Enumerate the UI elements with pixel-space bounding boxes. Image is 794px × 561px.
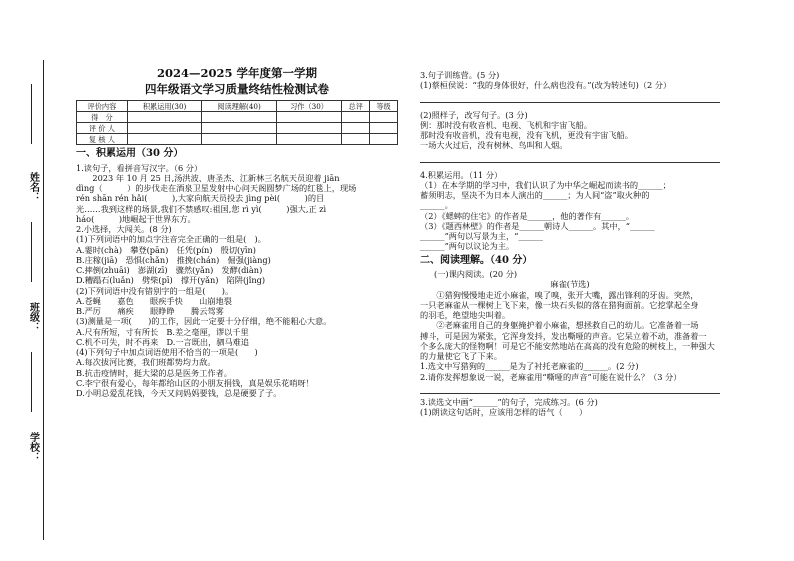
section-1-body	[76, 163, 398, 399]
question-line: ______”两句以写景为主，“______	[420, 231, 543, 241]
score-cell[interactable]	[342, 112, 370, 123]
question-line: （1）在本学期的学习中，我们认识了为中华之崛起而读书的______；	[420, 179, 671, 190]
school-label: 学校：	[27, 432, 39, 462]
question-line: 2023 年 10 月 25 日,汤洪波、唐圣杰、江新林三名航天员迎着 jiān	[76, 172, 340, 183]
question-line: rén shān rén hǎi( ),大家向航天员投去 jìng pèi( )的目	[76, 193, 325, 204]
question-line: C.摔倒(zhuāi) 澎湖(zī) 骤然(yǎn) 发酵(diàn)	[76, 265, 263, 276]
exam-title: 四年级语文学习质量终结性检测试卷	[145, 81, 329, 96]
question-line: 2.小选择，大闯关。(8 分)	[76, 224, 172, 235]
question-line: 一场大火过后，没有树林、鸟叫和人烟。	[420, 140, 568, 151]
passage-line: 搏斗，可是因为紧张，它浑身发抖，发出嘶哑的声音。它呆立着不动，准备着一	[420, 330, 707, 341]
section-1-heading: 一、积累运用（30 分）	[76, 148, 184, 160]
row-label: 得 分	[77, 112, 128, 123]
score-table-row	[77, 112, 398, 123]
score-table-row	[77, 134, 398, 145]
header-cell: 习作（30）	[276, 101, 341, 112]
score-table	[76, 100, 398, 145]
question-line: A.每次拔河比赛，我们班都势均力敌。	[76, 357, 216, 368]
exam-title-year: 2024—2025 学年度第一学期	[156, 66, 318, 80]
question-line: 1.选文中写猎狗的______是为了衬托老麻雀的______。(2 分)	[420, 361, 639, 372]
score-cell[interactable]	[370, 134, 398, 145]
score-cell[interactable]	[370, 112, 398, 123]
score-cell[interactable]	[127, 123, 201, 134]
score-cell[interactable]	[276, 134, 341, 145]
score-cell[interactable]	[276, 112, 341, 123]
question-line: (3)测量是一项( )的工作，因此一定要十分仔细，绝不能粗心大意。	[76, 316, 332, 327]
question-line: B.严厉 痛疾 眼睁睁 腾云驾雾	[76, 306, 224, 317]
question-line: A.苍蝇 嘉色 眼疾手快 山崩地裂	[76, 295, 232, 306]
passage-line: 的力量使它飞了下来。	[420, 351, 502, 361]
question-line: B.庄稼(jiā) 恐惧(chǎn) 推挽(chán) 倔强(jiàng)	[76, 254, 271, 265]
question-line: D.小明总爱乱花钱，今天又问妈妈要钱，总是硬要了子。	[76, 388, 282, 399]
q3-block	[420, 70, 720, 91]
question-line: (4)下列句子中加点词语使用不恰当的一项是( )	[76, 347, 258, 358]
passage-line: 个多么庞大的怪物啊！可是它不能安然地站在高高的没有危险的树枝上，一种强大	[420, 340, 715, 351]
question-line: 2.请你发挥想象说一说，老麻雀用“嘶哑的声音”可能在说什么？（3 分）	[420, 371, 682, 382]
class-label: 班级：	[27, 302, 39, 332]
question-line: 例：那时没有收音机、电视、飞机和宇宙飞船。	[420, 119, 592, 130]
question-line: (2)照样子，改写句子。(3 分)	[420, 109, 528, 120]
passage-line: ②老麻雀用自己的身躯掩护着小麻雀，想拯救自己的幼儿。它准备着一场	[420, 320, 699, 331]
header-cell: 等级	[370, 101, 398, 112]
score-cell[interactable]	[202, 112, 276, 123]
question-line: ______”两句以议论为主。	[420, 241, 515, 252]
question-line: C.机不可失，时不再来 D.一言既出，驷马难追	[76, 336, 250, 347]
question-line: （3）《题西林壁》的作者是______朝诗人______。其中，“______	[420, 220, 655, 231]
question-line: (1)下列词语中的加点字注音完全正确的一组是( )。	[76, 234, 266, 245]
question-line: D.糟蹋石(luǎn) 劈柴(pī) 撑开(yǎn) 陷阱(jǐng)	[76, 275, 266, 286]
question-line: 3.句子训练营。(5 分)	[420, 70, 500, 80]
header-cell: 积累运用(30)	[127, 101, 201, 112]
score-cell[interactable]	[342, 123, 370, 134]
question-line: (2)下列词语中没有错别字的一组是( )。	[76, 285, 234, 296]
question-line: 3.读选文中画“______”的句子，完成练习。(6 分)	[420, 396, 598, 407]
question-line: 蓄须明志，坚决不为日本人演出的______；为人间“盗”取火种的	[420, 190, 650, 200]
question-line: A.尺有所短，寸有所长 B.差之毫厘，谬以千里	[76, 326, 249, 337]
question-line: háo( )地崛起于世界东方。	[76, 213, 196, 224]
right-column	[420, 70, 720, 417]
question-line: （2）《蟋蟀的住宅》的作者是______，他的著作有______。	[420, 210, 634, 221]
passage-line: ①猎狗慢慢地走近小麻雀，嗅了嗅，张开大嘴，露出锋利的牙齿。突然，	[420, 289, 699, 300]
question-line: 1.读句子，看拼音写汉字。（6 分）	[76, 162, 203, 173]
passage-line: 一只老麻雀从一棵树上飞下来，像一块石头似的落在猎狗面前。它挖掌起全身	[420, 299, 699, 310]
question-line: C.李宁很有爱心，每年都给山区的小朋友捐钱，真是娱乐花哨呀！	[76, 377, 314, 388]
name-label: 姓名：	[27, 172, 39, 202]
binding-line	[43, 60, 44, 540]
binding-margin	[0, 0, 60, 561]
section-2-heading: 二、阅读理解。（40 分）	[420, 254, 533, 266]
question-line: 那时没有收音机，没有电视，没有飞机，更没有宇宙飞船。	[420, 130, 633, 140]
subsection-heading: (一)课内阅读。(20 分)	[434, 269, 518, 279]
row-label: 复 核 人	[77, 134, 128, 145]
header-cell: 总评	[342, 101, 370, 112]
question-line: (1)朗读这句话时，应该用怎样的语气（ ）	[420, 407, 588, 417]
name-line	[31, 84, 32, 144]
header-cell: 评价内容	[77, 101, 128, 112]
question-line: dìng（ ）的步伐走在酒泉卫星发射中心问天阁圆梦广场的红毯上，现场	[76, 183, 357, 194]
left-column	[76, 66, 398, 398]
reading-passage	[420, 290, 720, 362]
q3-2-block	[420, 110, 720, 151]
score-table-header	[77, 101, 398, 112]
header-cell: 阅读理解(40)	[202, 101, 276, 112]
score-cell[interactable]	[370, 123, 398, 134]
row-label: 评 价 人	[77, 123, 128, 134]
answer-line[interactable]	[420, 153, 720, 163]
score-cell[interactable]	[202, 134, 276, 145]
score-table-row	[77, 123, 398, 134]
question-line: A.霎时(chà) 攀登(pān) 任凭(pín) 殷切(yīn)	[76, 244, 256, 255]
class-line	[31, 222, 32, 282]
score-cell[interactable]	[276, 123, 341, 134]
question-line: ______。	[420, 200, 453, 211]
school-line	[31, 352, 32, 412]
question-line: 4.积累运用。（11 分）	[420, 169, 503, 180]
answer-line[interactable]	[420, 93, 720, 103]
score-cell[interactable]	[202, 123, 276, 134]
question-line: B.抗击疫情时，挺大梁的总是医务工作者。	[76, 367, 232, 378]
passage-line: 的羽毛，绝望地尖叫着。	[420, 310, 511, 320]
question-line: 光……我到这样的场景,我们不禁感叹:祖国,您 rì yì( )强大,正 zì	[76, 203, 327, 214]
score-cell[interactable]	[342, 134, 370, 145]
passage-title: 麻雀(节选)	[550, 279, 590, 290]
score-cell[interactable]	[127, 134, 201, 145]
answer-line[interactable]	[420, 384, 720, 394]
q4-block	[420, 170, 720, 252]
question-line: (1)蔡桓侯说：“我的身体很好，什么病也没有。”(改为转述句)（2 分）	[420, 80, 672, 91]
score-cell[interactable]	[127, 112, 201, 123]
